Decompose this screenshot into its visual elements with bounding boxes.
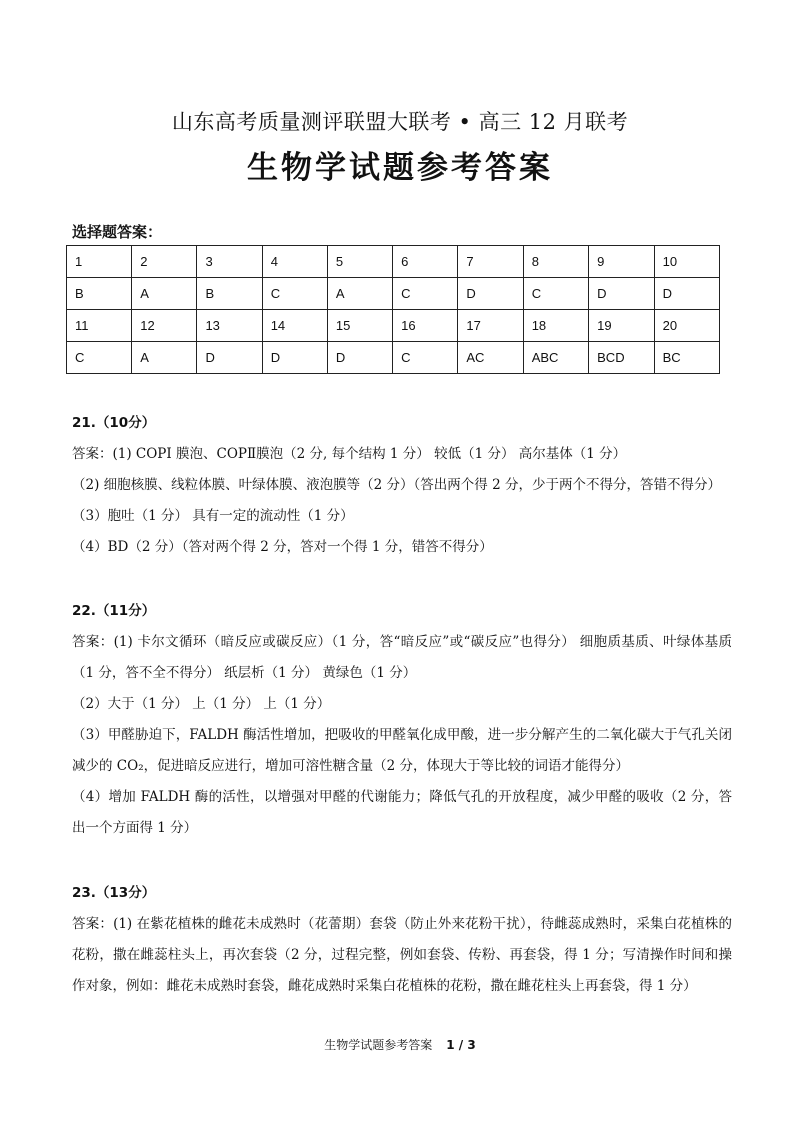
- table-cell: BCD: [589, 342, 654, 374]
- table-cell: 18: [523, 310, 588, 342]
- table-row: [67, 342, 720, 374]
- answer-line: （2) 细胞核膜、线粒体膜、叶绿体膜、液泡膜等（2 分）（答出两个得 2 分，少于两个不得分，答错不得分）: [72, 477, 721, 493]
- table-cell: 10: [654, 246, 719, 278]
- table-cell: 8: [523, 246, 588, 278]
- table-cell: C: [393, 278, 458, 310]
- question-23: [72, 878, 732, 1002]
- table-row: [67, 278, 720, 310]
- answer-paragraph: （4）增加 FALDH 酶的活性，以增强对甲醛的代谢能力；降低气孔的开放程度，减少甲醛的吸收（2 分，答出一个方面得 1 分）: [72, 789, 732, 836]
- table-cell: 14: [262, 310, 327, 342]
- mc-section-title: 选择题答案：: [72, 223, 163, 241]
- table-cell: 11: [67, 310, 132, 342]
- answer-paragraph: 答案：(1) 卡尔文循环（暗反应或碳反应）（1 分，答“暗反应”或“碳反应”也得分） 细胞质基质、叶绿体基质（1 分，答不全不得分） 纸层析（1 分） 黄绿色（1 分）: [72, 634, 732, 681]
- page-title: 生物学试题参考答案: [247, 150, 553, 186]
- table-cell: 5: [327, 246, 392, 278]
- table-row: [67, 310, 720, 342]
- page-footer: [0, 1036, 800, 1053]
- table-cell: B: [197, 278, 262, 310]
- table-cell: 12: [132, 310, 197, 342]
- question-heading: 23.（13分）: [72, 885, 156, 901]
- table-cell: 13: [197, 310, 262, 342]
- table-cell: 17: [458, 310, 523, 342]
- table-row: [67, 246, 720, 278]
- question-heading: 21.（10分）: [72, 415, 156, 431]
- table-cell: A: [132, 278, 197, 310]
- question-heading: 22.（11分）: [72, 603, 156, 619]
- table-cell: BC: [654, 342, 719, 374]
- table-cell: 9: [589, 246, 654, 278]
- table-cell: 2: [132, 246, 197, 278]
- footer-label: 生物学试题参考答案: [324, 1038, 433, 1052]
- table-cell: 4: [262, 246, 327, 278]
- table-cell: C: [523, 278, 588, 310]
- table-cell: AC: [458, 342, 523, 374]
- answer-paragraph: 答案：(1) 在紫花植株的雌花未成熟时（花蕾期）套袋（防止外来花粉干扰），待雌蕊成熟时，采集白花植株的花粉，撒在雌蕊柱头上，再次套袋（2 分，过程完整，例如套袋、传粉、再套袋，得 1 分；写清操作时间和操作对象，例如：雌花未成熟时套袋，雌花成熟时采集白花植株的花粉，撒在雌花柱头上再套袋，得 1 分）: [72, 916, 732, 994]
- table-cell: A: [132, 342, 197, 374]
- answer-paragraph: （3）甲醛胁迫下，FALDH 酶活性增加，把吸收的甲醛氧化成甲酸，进一步分解产生的二氧化碳大于气孔关闭减少的 CO₂，促进暗反应进行，增加可溶性糖含量（2 分，体现大于等比较的词语才能得分）: [72, 727, 732, 774]
- page-number: 1 / 3: [446, 1038, 476, 1052]
- exam-subtitle: 山东高考质量测评联盟大联考 • 高三 12 月联考: [171, 110, 629, 134]
- table-cell: C: [67, 342, 132, 374]
- table-cell: D: [327, 342, 392, 374]
- table-cell: D: [262, 342, 327, 374]
- table-cell: D: [654, 278, 719, 310]
- table-cell: A: [327, 278, 392, 310]
- answer-line: （2）大于（1 分） 上（1 分） 上（1 分）: [72, 696, 331, 712]
- question-22: [72, 596, 732, 844]
- table-cell: 1: [67, 246, 132, 278]
- table-cell: 20: [654, 310, 719, 342]
- table-cell: 3: [197, 246, 262, 278]
- answer-line: （3）胞吐（1 分） 具有一定的流动性（1 分）: [72, 508, 354, 524]
- table-cell: 16: [393, 310, 458, 342]
- mc-answer-table: [66, 245, 720, 374]
- table-cell: 7: [458, 246, 523, 278]
- answer-line: （4）BD（2 分）（答对两个得 2 分，答对一个得 1 分，错答不得分）: [72, 539, 493, 555]
- answer-line: 答案：(1) COPI 膜泡、COPⅡ膜泡（2 分, 每个结构 1 分） 较低（1 分） 高尔基体（1 分）: [72, 446, 627, 462]
- table-cell: D: [458, 278, 523, 310]
- table-cell: 15: [327, 310, 392, 342]
- table-cell: C: [393, 342, 458, 374]
- table-cell: D: [197, 342, 262, 374]
- table-cell: 6: [393, 246, 458, 278]
- table-cell: C: [262, 278, 327, 310]
- table-cell: B: [67, 278, 132, 310]
- question-21: [72, 408, 732, 563]
- table-cell: 19: [589, 310, 654, 342]
- table-cell: ABC: [523, 342, 588, 374]
- table-cell: D: [589, 278, 654, 310]
